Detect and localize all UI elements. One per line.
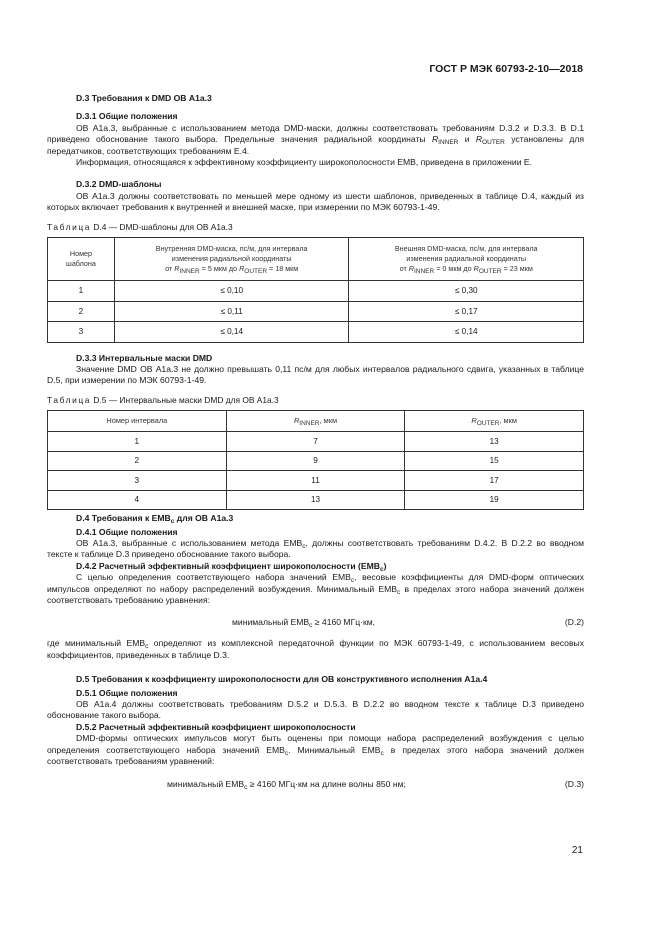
table-d4 xyxy=(47,237,584,343)
section-d52-paragraph: DMD-формы оптических импульсов могут быть оценены при помощи набора распределений возбуждения с целью определения соответствующего набора значений $EMB_c$. Минимальный $EMB_c$ в пределах этого набора значений должен соответствовать требованиям уравнений: xyxy=(47,733,584,767)
table-d5-caption: Таблица D.5 — Интервальные маски DMD для ОВ А1а.3 xyxy=(47,394,279,405)
column-header-r-inner: $R_{INNER}$, мкм xyxy=(226,411,405,432)
table-header-row xyxy=(48,238,584,281)
table-cell: ≤ 0,10 xyxy=(114,281,349,302)
section-d32-title: D.3.2 DMD-шаблоны xyxy=(76,179,162,190)
formula-d2-expression: минимальный $EMB_c \ge 4160$ МГц·км, xyxy=(232,617,376,630)
document-header: ГОСТ Р МЭК 60793-2-10—2018 xyxy=(429,63,583,75)
section-d33-paragraph: Значение DMD ОВ А1а.3 не должно превышать 0,11 пс/м для любых интервалов радиального сдвига, указанных в таблице D.5, при измерении по МЭК 60793-1-49. xyxy=(47,363,584,386)
section-d41-title: D.4.1 Общие положения xyxy=(76,526,178,537)
formula-d3-expression: минимальный $EMB_c \ge 4160$ МГц·км на длине волны 850 нм; xyxy=(167,778,406,791)
table-cell: ≤ 0,14 xyxy=(349,322,584,343)
section-d52-title: D.5.2 Расчетный эффективный коэффициент широкополосности xyxy=(76,721,356,732)
section-d5-title: D.5 Требования к коэффициенту широкополосности для ОВ конструктивного исполнения А1а.4 xyxy=(76,674,488,685)
table-cell: 1 xyxy=(48,432,227,452)
table-cell: 13 xyxy=(226,490,405,510)
section-d31-title: D.3.1 Общие положения xyxy=(76,111,178,122)
table-cell: 13 xyxy=(405,432,584,452)
section-d31-paragraph-2: Информация, относящаяся к эффективному коэффициенту широкополосности EMB, приведена в приложении E. xyxy=(76,157,533,168)
section-d51-title: D.5.1 Общие положения xyxy=(76,687,178,698)
column-header-interval-number: Номер интервала xyxy=(48,411,227,432)
table-cell: 4 xyxy=(48,490,227,510)
column-header-outer-mask: Внешняя DMD-маска, пс/м, для интервала изменения радиальной координаты от $R_{INNER} = 0$ мкм до $R_{OUTER} = 23$ мкм xyxy=(349,238,584,281)
table-header-row xyxy=(48,411,584,432)
table-row xyxy=(48,301,584,322)
table-row xyxy=(48,281,584,302)
formula-d3 xyxy=(47,774,584,796)
section-d3-title: D.3 Требования к DMD ОВ А1а.3 xyxy=(76,93,212,103)
section-d31-paragraph-1: ОВ А1а.3, выбранные с использованием метода DMD-маски, должны соответствовать требованиям D.3.2 и D.3.3. В D.1 приведено обоснование такого выбора. Предельные значения радиальной координаты $R_{INNER}$ и $R_{OUTER}$ установлены для передатчиков, соответствующих требованиям E.4. xyxy=(47,122,584,156)
table-cell: 2 xyxy=(48,451,227,471)
table-cell: 3 xyxy=(48,471,227,491)
table-row xyxy=(48,322,584,343)
table-d4-caption: Таблица D.4 — DMD-шаблоны для ОВ А1а.3 xyxy=(47,221,233,232)
section-d42-paragraph-2: где минимальный $EMB_c$ определяют из комплексной передаточной функции по МЭК 60793-1-49, с использованием весовых коэффициентов, приведенных в таблице D.3. xyxy=(47,638,584,660)
formula-d3-number: (D.3) xyxy=(564,778,584,789)
section-d33-title: D.3.3 Интервальные маски DMD xyxy=(76,352,213,363)
section-d32-paragraph: ОВ А1а.3 должны соответствовать по меньшей мере одному из шести шаблонов, приведенных в таблице D.4, каждый из которых включает требования к внутренней и внешней маске, при измерении по МЭК 60793-1-49. xyxy=(47,190,584,213)
column-header-r-outer: $R_{OUTER}$, мкм xyxy=(405,411,584,432)
table-d5 xyxy=(47,410,584,510)
table-cell: 1 xyxy=(48,281,115,302)
table-cell: 17 xyxy=(405,471,584,491)
table-cell: 15 xyxy=(405,451,584,471)
table-row xyxy=(48,490,584,510)
table-cell: 2 xyxy=(48,301,115,322)
page-number: 21 xyxy=(571,845,583,856)
table-cell: ≤ 0,30 xyxy=(349,281,584,302)
table-cell: 7 xyxy=(226,432,405,452)
section-d42-title: D.4.2 Расчетный эффективный коэффициент широкополосности $(EMB_c)$ xyxy=(76,560,387,573)
table-cell: 11 xyxy=(226,471,405,491)
table-cell: 3 xyxy=(48,322,115,343)
formula-d2 xyxy=(47,612,584,634)
table-cell: 9 xyxy=(226,451,405,471)
section-d42-paragraph-1: С целью определения соответствующего набора значений $EMB_c$, весовые коэффициенты для DMD-форм оптических импульсов определяют по набору распределений возбуждения. Минимальный $EMB_c$ в пределах этого набора значений должен соответствовать требованию уравнения: xyxy=(47,572,584,606)
column-header-inner-mask: Внутренняя DMD-маска, пс/м, для интервала изменения радиальной координаты от $R_{INNER} = 5$ мкм до $R_{OUTER} = 18$ мкм xyxy=(114,238,349,281)
table-cell: 19 xyxy=(405,490,584,510)
table-cell: ≤ 0,14 xyxy=(114,322,349,343)
section-d4-title: D.4 Требования к $EMB_c$ для ОВ А1а.3 xyxy=(76,513,234,526)
column-header-template-number: Номер шаблона xyxy=(48,238,115,281)
section-d51-paragraph: ОВ А1а.4 должны соответствовать требованиям D.5.2 и D.5.3. В D.2.2 во вводном тексте к таблице D.3 приведено обоснование такого выбора. xyxy=(47,699,584,721)
page-content xyxy=(47,93,584,796)
table-row xyxy=(48,451,584,471)
table-row xyxy=(48,432,584,452)
table-cell: ≤ 0,17 xyxy=(349,301,584,322)
section-d41-paragraph: ОВ А1а.3, выбранные с использованием метода $EMB_c$, должны соответствовать требованиям D.4.2. В D.2.2 во вводном тексте к таблице D.3 приведено обоснование такого выбора. xyxy=(47,538,584,560)
table-cell: ≤ 0,11 xyxy=(114,301,349,322)
formula-d2-number: (D.2) xyxy=(564,617,584,628)
table-row xyxy=(48,471,584,491)
